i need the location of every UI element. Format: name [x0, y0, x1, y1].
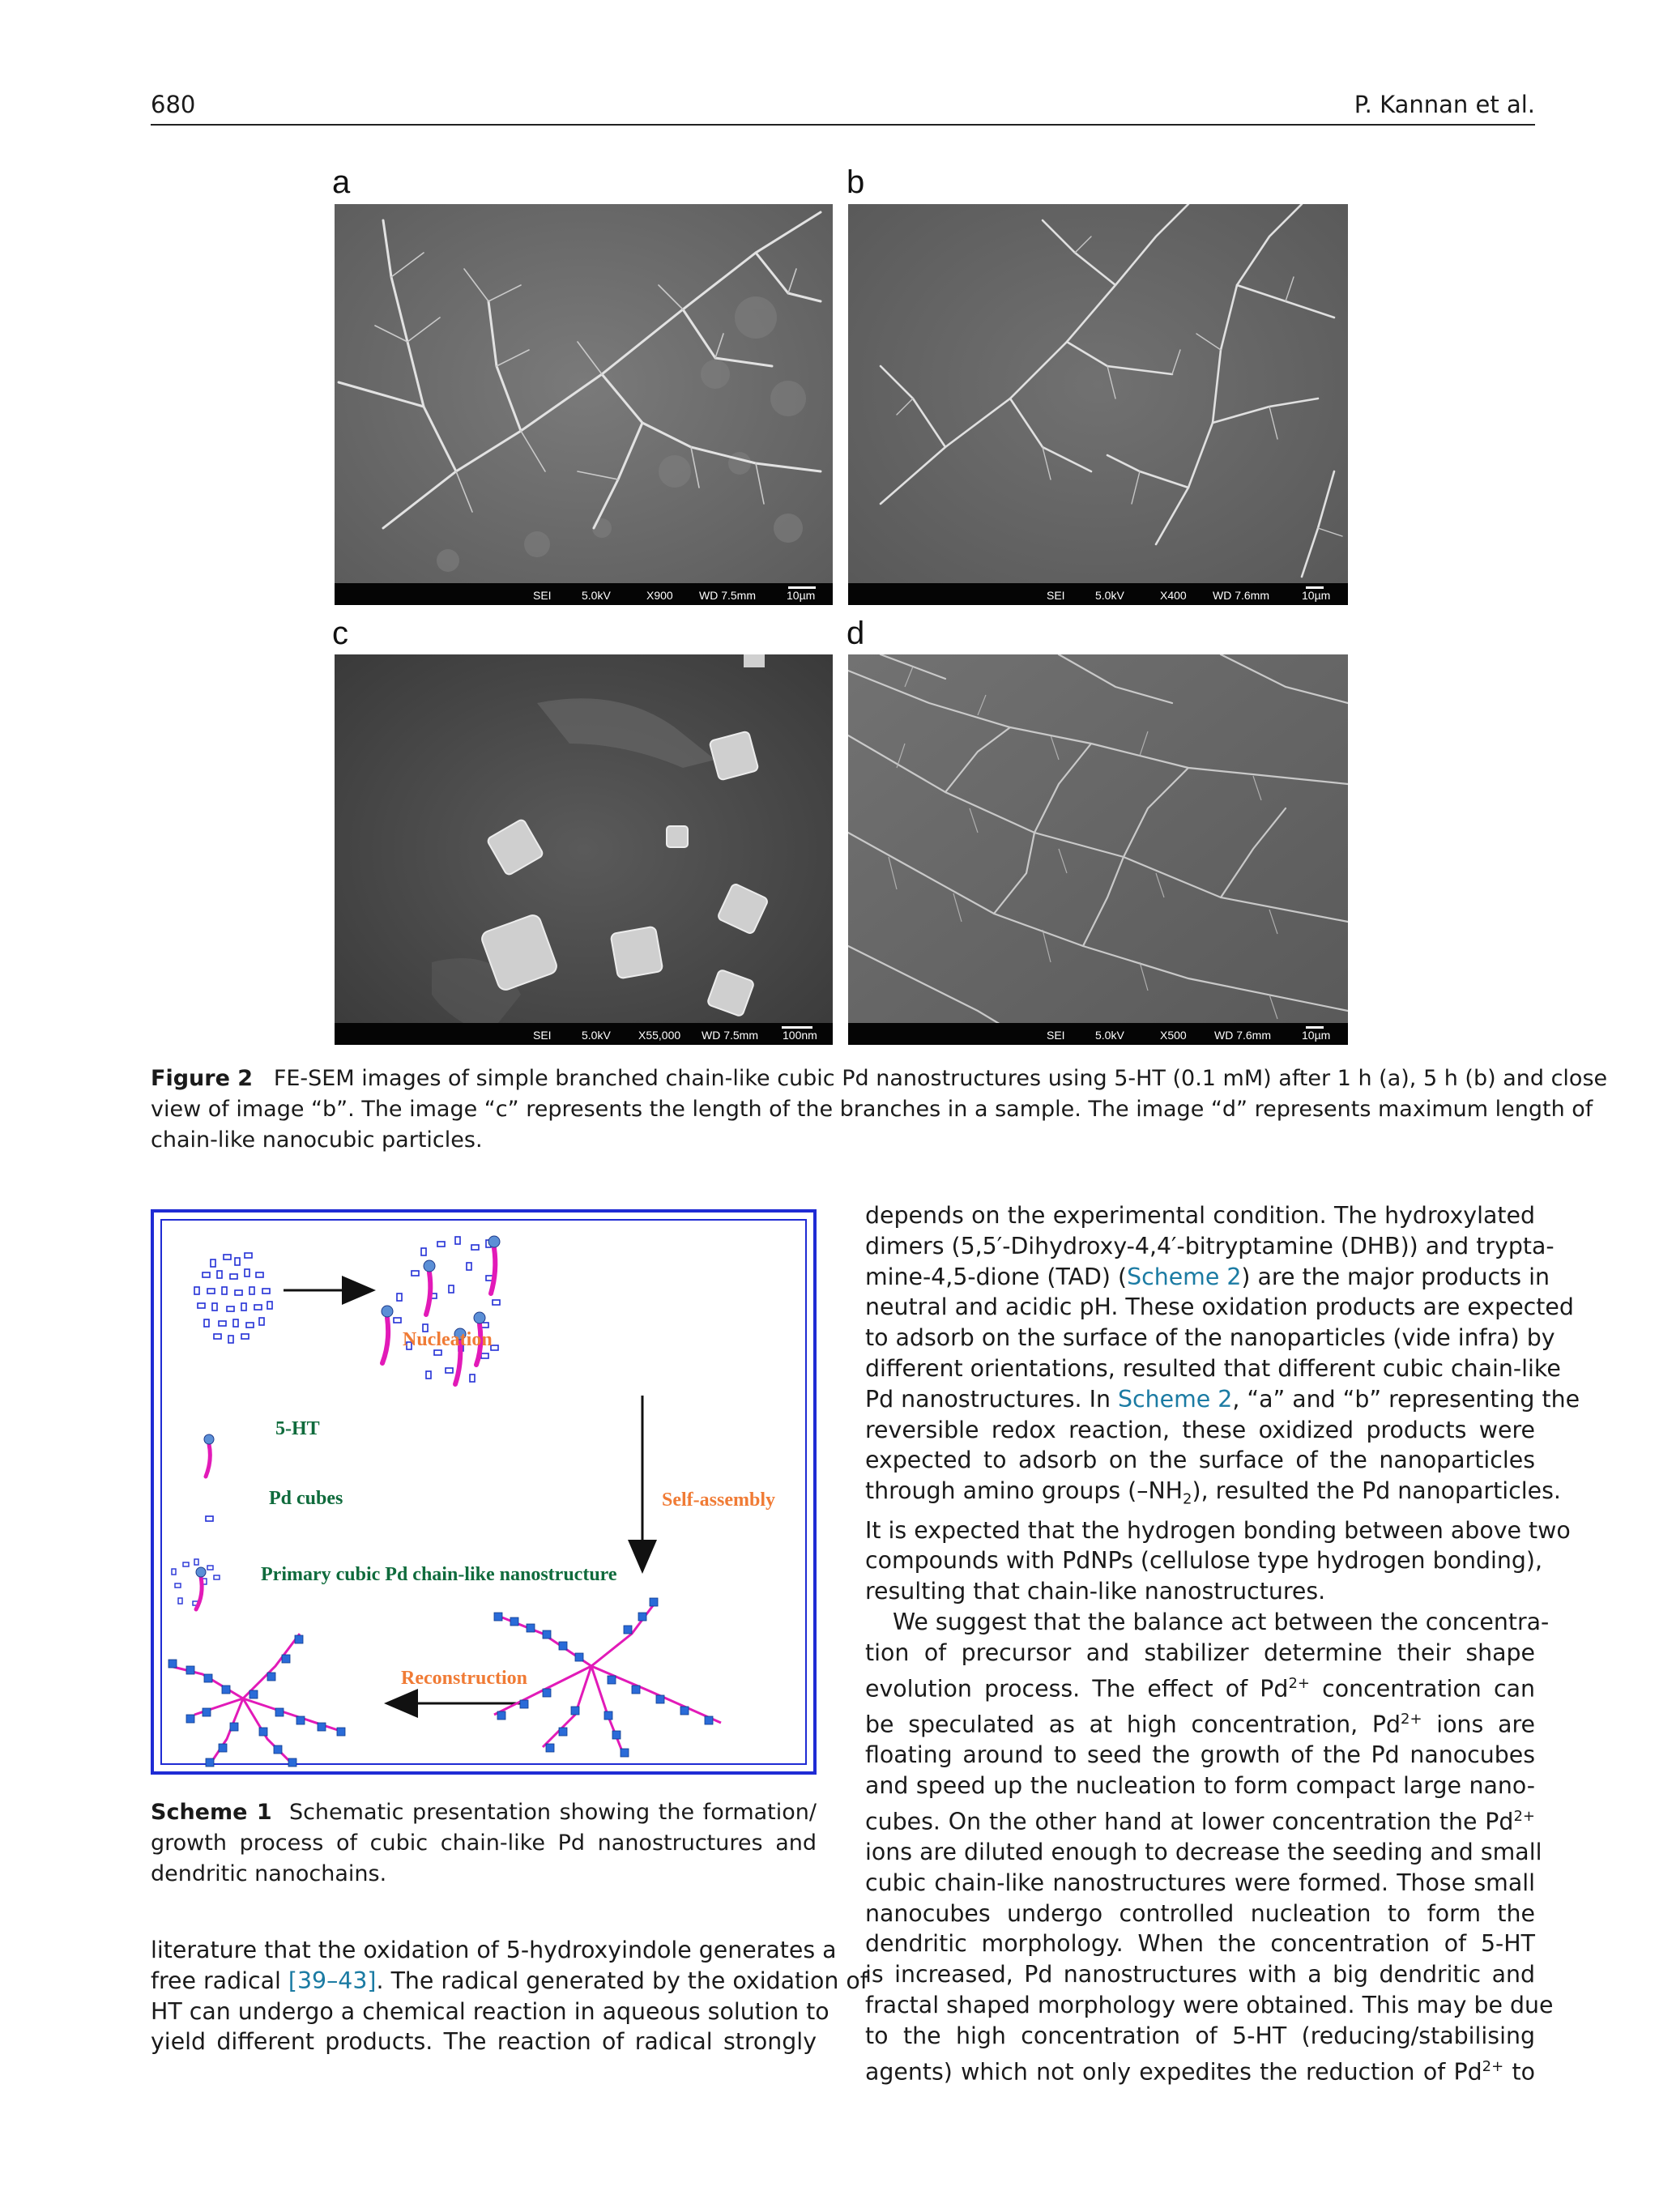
sem-a-mode: SEI [533, 589, 552, 602]
right-p2-line-4a: be speculated as at high concentration, Pd [865, 1711, 1401, 1738]
right-p1-line-10b: ), resulted the Pd nanoparticles. [1192, 1477, 1561, 1505]
right-p1-line-3b: ) are the major products in [1241, 1263, 1550, 1290]
sem-a-voltage: 5.0kV [582, 589, 611, 602]
pd-superscript-3: 2+ [1513, 1807, 1535, 1825]
sem-b-mode: SEI [1047, 589, 1065, 602]
right-p2-line-13: fractal shaped morphology were obtained. This may be due [865, 1992, 1554, 2018]
sem-c-voltage: 5.0kV [582, 1029, 611, 1042]
right-p2-line-10: nanocubes undergo controlled nucleation to form the [865, 1899, 1535, 1927]
right-p2-line-5: floating around to seed the growth of the Pd nanocubes [865, 1741, 1535, 1769]
scheme1-legend-5ht: 5-HT [275, 1418, 320, 1439]
pd-superscript-4: 2+ [1482, 2057, 1504, 2075]
panel-label-c: c [332, 616, 348, 651]
page-number: 680 [151, 91, 196, 118]
panel-label-a: a [332, 164, 351, 200]
scheme1-legend-pd-cubes: Pd cubes [269, 1488, 343, 1509]
sem-c-working-distance: WD 7.5mm [702, 1029, 758, 1042]
sem-d-voltage: 5.0kV [1095, 1029, 1124, 1042]
right-p1-line-6: different orientations, resulted that different cubic chain-like [865, 1354, 1561, 1382]
scheme1-nucleation-label: Nucleation [403, 1329, 493, 1350]
nh2-subscript: 2 [1183, 1490, 1192, 1508]
sem-image-b [848, 204, 1348, 605]
sem-a-magnification: X900 [646, 589, 673, 602]
sem-a-scale-label: 10µm [787, 589, 816, 602]
figure2-caption-line-3: chain-like nanocubic particles. [151, 1127, 483, 1153]
reference-link-39-43[interactable]: [39–43] [288, 1967, 377, 1994]
sem-a-graphic [335, 204, 833, 605]
sem-b-voltage: 5.0kV [1095, 589, 1124, 602]
sem-image-c [335, 654, 833, 1045]
left-column-text [151, 1935, 868, 2057]
right-p1-line-13: resulting that chain-like nanostructures. [865, 1578, 1326, 1605]
sem-image-d [848, 654, 1348, 1045]
right-p2-line-9: cubic chain-like nanostructures were formed. Those small [865, 1869, 1535, 1896]
scheme1-caption [151, 1797, 817, 1890]
scheme1-self-assembly-label: Self-assembly [662, 1490, 775, 1511]
scheme1-caption-line-2: growth process of cubic chain-like Pd nanostructures and [151, 1831, 817, 1856]
right-column-text [865, 1200, 1580, 2087]
right-p2-line-14: to the high concentration of 5-HT (reducing/stabilising [865, 2022, 1535, 2049]
sem-b-scale-label: 10µm [1302, 589, 1331, 602]
scheme1-caption-line-1: Schematic presentation showing the formation/ [288, 1800, 817, 1825]
left-line-2a: free radical [151, 1967, 288, 1994]
left-line-4: yield different products. The reaction of radical strongly [151, 2028, 817, 2056]
right-p1-line-4: neutral and acidic pH. These oxidation products are expected [865, 1294, 1574, 1321]
sem-b-graphic [848, 204, 1348, 605]
scheme1-caption-label: Scheme 1 [151, 1800, 272, 1825]
right-p2-line-11: dendritic morphology. When the concentration of 5-HT [865, 1930, 1535, 1958]
right-p2-line-15b: to [1503, 2058, 1535, 2086]
figure2-caption-line-1: FE-SEM images of simple branched chain-like cubic Pd nanostructures using 5-HT (0.1 mM) after 1 h (a), 5 h (b) and close [273, 1066, 1608, 1091]
sem-c-magnification: X55,000 [638, 1029, 681, 1042]
sem-c-graphic [335, 654, 833, 1045]
sem-a-working-distance: WD 7.5mm [699, 589, 756, 602]
scheme1-caption-line-3: dendritic nanochains. [151, 1861, 387, 1886]
right-p1-line-8: reversible redox reaction, these oxidized products were [865, 1416, 1535, 1443]
scheme1-reconstruction-label: Reconstruction [401, 1668, 527, 1689]
left-line-3: HT can undergo a chemical reaction in aqueous solution to [151, 1997, 830, 2025]
pd-superscript-2: 2+ [1401, 1710, 1422, 1728]
figure2-caption [151, 1063, 1608, 1156]
right-p1-line-7b: , “a” and “b” representing the [1232, 1385, 1580, 1413]
sem-d-working-distance: WD 7.6mm [1214, 1029, 1271, 1042]
right-p2-line-7a: cubes. On the other hand at lower concentration the Pd [865, 1808, 1514, 1835]
right-p2-line-15a: agents) which not only expedites the reduction of Pd [865, 2058, 1482, 2086]
right-p2-line-3a: evolution process. The effect of Pd [865, 1675, 1289, 1703]
sem-image-a [335, 204, 833, 605]
right-p1-line-7a: Pd nanostructures. In [865, 1385, 1118, 1413]
left-line-1: literature that the oxidation of 5-hydroxyindole generates a [151, 1937, 837, 1963]
panel-label-d: d [847, 616, 865, 651]
scheme2-link-1[interactable]: Scheme 2 [1127, 1263, 1242, 1290]
right-p2-line-2: tion of precursor and stabilizer determine their shape [865, 1639, 1535, 1666]
sem-c-mode: SEI [533, 1029, 552, 1042]
running-head-authors: P. Kannan et al. [1354, 91, 1535, 118]
right-p2-line-4b: ions are [1422, 1711, 1535, 1738]
right-p1-line-5: to adsorb on the surface of the nanoparticles (vide infra) by [865, 1324, 1555, 1352]
sem-d-graphic [848, 654, 1348, 1045]
sem-b-magnification: X400 [1160, 589, 1187, 602]
figure2-caption-line-2: view of image “b”. The image “c” represents the length of the branches in a sample. The image “d” represents maximum length of [151, 1097, 1593, 1122]
right-p1-line-11: It is expected that the hydrogen bonding between above two [865, 1516, 1571, 1544]
right-p2-line-1: We suggest that the balance act between the concentra- [893, 1609, 1550, 1636]
right-p2-line-3b: concentration can [1310, 1675, 1535, 1703]
header-rule [151, 124, 1535, 126]
right-p1-line-1: depends on the experimental condition. The hydroxylated [865, 1202, 1535, 1229]
right-p1-line-9: expected to adsorb on the surface of the nanoparticles [865, 1447, 1535, 1474]
pd-superscript-1: 2+ [1288, 1674, 1310, 1692]
panel-label-b: b [847, 164, 865, 200]
right-p1-line-2: dimers (5,5′-Dihydroxy-4,4′-bitryptamine (DHB)) and trypta- [865, 1232, 1555, 1259]
scheme1-figure [151, 1209, 817, 1775]
sem-d-mode: SEI [1047, 1029, 1065, 1042]
scheme2-link-2[interactable]: Scheme 2 [1118, 1385, 1233, 1413]
right-p2-line-6: and speed up the nucleation to form compact large nano- [865, 1771, 1535, 1799]
right-p2-line-8: ions are diluted enough to decrease the seeding and small [865, 1839, 1542, 1866]
sem-c-scale-label: 100nm [783, 1029, 817, 1042]
right-p2-line-12: is increased, Pd nanostructures with a big dendritic and [865, 1961, 1535, 1988]
sem-b-working-distance: WD 7.6mm [1213, 589, 1269, 602]
right-p1-line-3a: mine-4,5-dione (TAD) ( [865, 1263, 1128, 1290]
scheme1-legend-primary-chain: Primary cubic Pd chain-like nanostructure [261, 1564, 617, 1585]
left-line-2b: . The radical generated by the oxidation of [376, 1967, 868, 1994]
figure2-caption-label: Figure 2 [151, 1066, 254, 1091]
sem-d-scale-label: 10µm [1302, 1029, 1331, 1042]
sem-d-magnification: X500 [1160, 1029, 1187, 1042]
right-p1-line-10a: through amino groups (–NH [865, 1477, 1183, 1505]
right-p1-line-12: compounds with PdNPs (cellulose type hydrogen bonding), [865, 1547, 1542, 1575]
